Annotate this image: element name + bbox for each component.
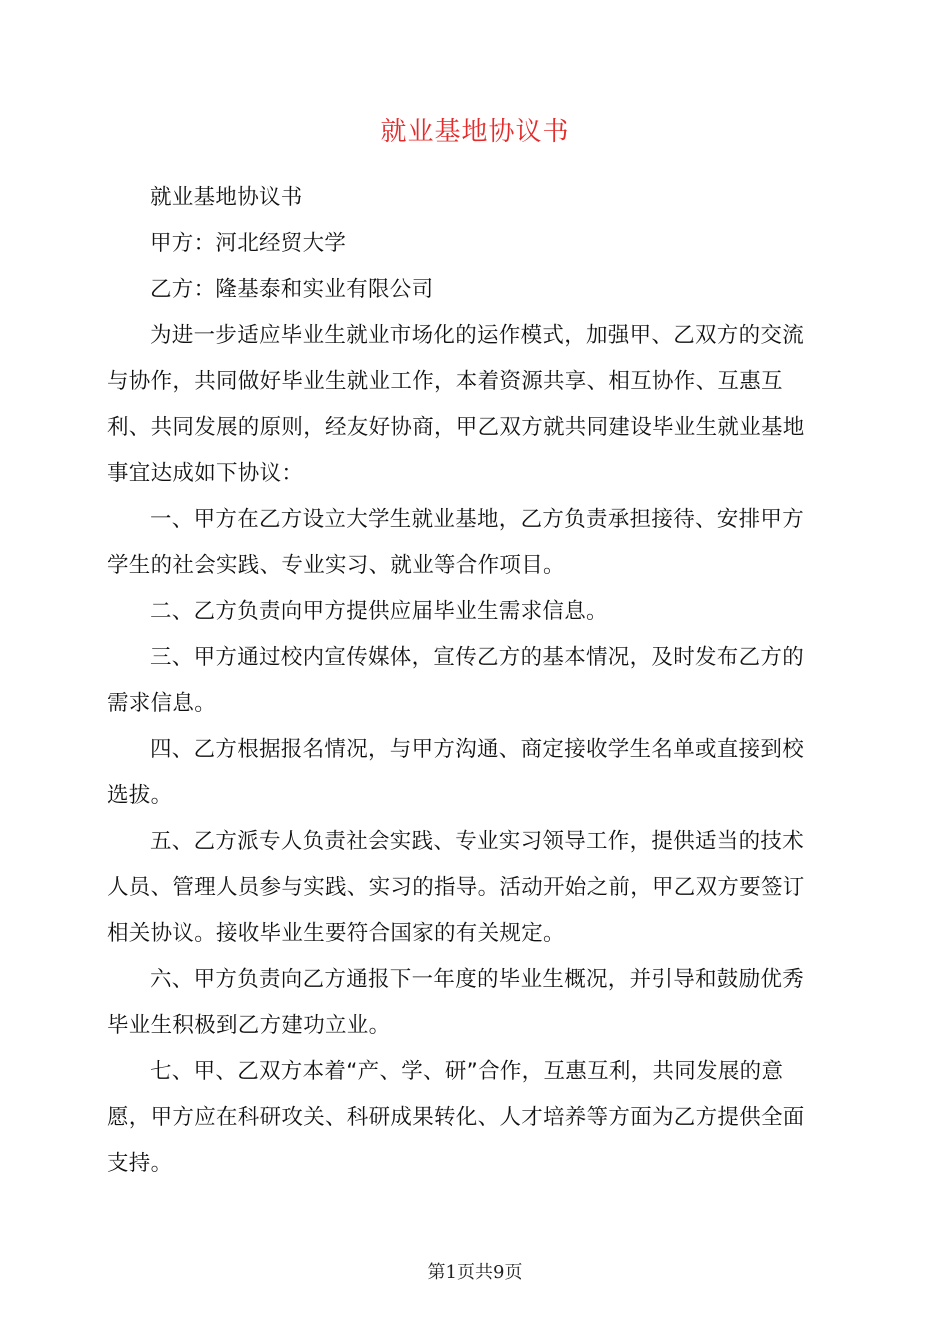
paragraph-preamble: 为进一步适应毕业生就业市场化的运作模式，加强甲、乙双方的交流与协作，共同做好毕业生就业工作，本着资源共享、相互协作、互惠互利、共同发展的原则，经友好协商，甲乙双方就共同建设毕业生就业基地事宜达成如下协议： <box>107 323 805 486</box>
document-body <box>107 175 823 1187</box>
paragraph-party-b: 乙方：隆基泰和实业有限公司 <box>150 277 434 302</box>
clause-2: 二、乙方负责向甲方提供应届毕业生需求信息。 <box>150 599 608 624</box>
paragraph-heading: 就业基地协议书 <box>150 185 303 210</box>
clause-6: 六、甲方负责向乙方通报下一年度的毕业生概况，并引导和鼓励优秀毕业生积极到乙方建功立业。 <box>107 967 805 1038</box>
clause-7: 七、甲、乙双方本着“产、学、研”合作，互惠互利，共同发展的意愿，甲方应在科研攻关、科研成果转化、人才培养等方面为乙方提供全面支持。 <box>107 1059 805 1176</box>
clause-1: 一、甲方在乙方设立大学生就业基地，乙方负责承担接待、安排甲方学生的社会实践、专业实习、就业等合作项目。 <box>107 507 805 578</box>
page-number: 第1页共9页 <box>427 1262 523 1283</box>
document-title: 就业基地协议书 <box>380 117 570 147</box>
clause-5: 五、乙方派专人负责社会实践、专业实习领导工作，提供适当的技术人员、管理人员参与实践、实习的指导。活动开始之前，甲乙双方要签订相关协议。接收毕业生要符合国家的有关规定。 <box>107 829 805 946</box>
clause-4: 四、乙方根据报名情况，与甲方沟通、商定接收学生名单或直接到校选拔。 <box>107 737 805 808</box>
clause-3: 三、甲方通过校内宣传媒体，宣传乙方的基本情况，及时发布乙方的需求信息。 <box>107 645 805 716</box>
paragraph-party-a: 甲方：河北经贸大学 <box>150 231 347 256</box>
